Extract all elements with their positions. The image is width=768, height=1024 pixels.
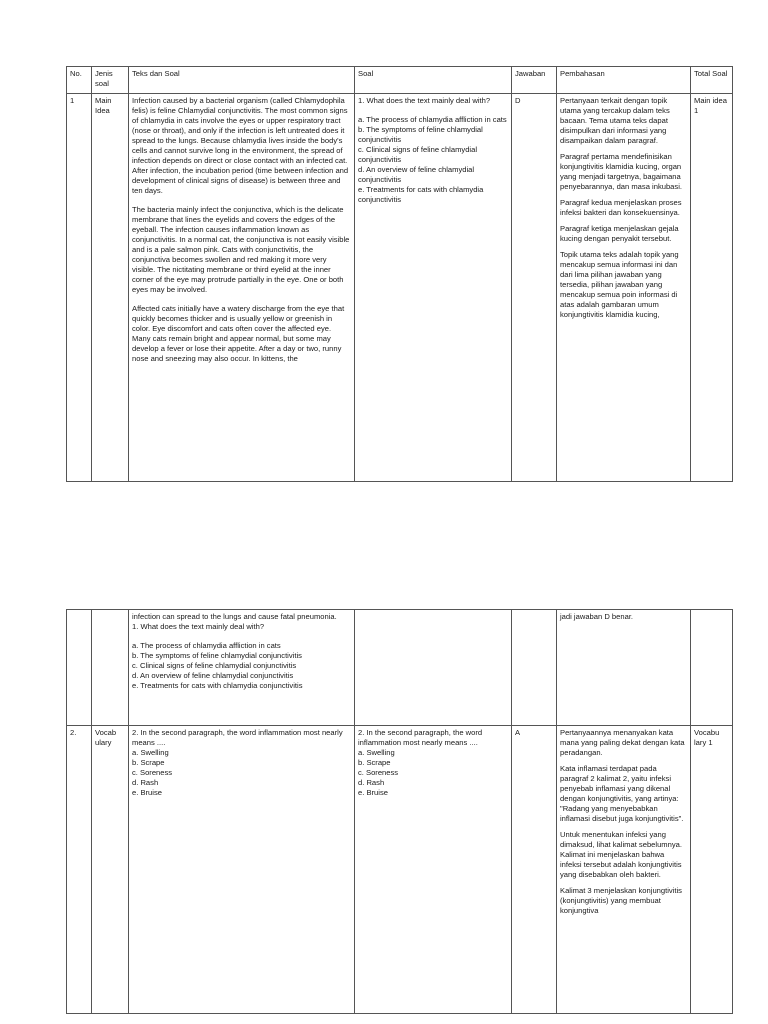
- question-table-page-1: [66, 66, 733, 482]
- row1-option-b: b. The symptoms of feline chlamydial conjunctivitis: [358, 125, 483, 145]
- row1-pembahasan: [557, 94, 691, 482]
- cont-pembahasan: jadi jawaban D benar.: [557, 610, 691, 726]
- pembahasan-paragraph: Topik utama teks adalah topik yang mencakup semua informasi ini dan dari lima pilihan jawaban yang tersedia, pilihan jawaban yang mencakup semua poin informasi di atas adalah gambaran umum konjungtivitis klamidia kucing,: [560, 250, 679, 320]
- row2-text-option-b: b. Scrape: [132, 758, 165, 768]
- row2-text-option-a: a. Swelling: [132, 748, 169, 758]
- row1-reading-text: [129, 94, 355, 482]
- row2-question-cell: [355, 726, 512, 1014]
- pembahasan-paragraph: Pertanyaannya menanyakan kata mana yang paling dekat dengan kata peradangan.: [560, 728, 685, 758]
- question-table-page-2: [66, 609, 733, 1014]
- row1-jawaban: D: [512, 94, 557, 482]
- row2-option-d: d. Rash: [358, 778, 385, 788]
- row2-text-option-e: e. Bruise: [132, 788, 162, 798]
- row1-option-a: a. The process of chlamydia affliction in cats: [358, 115, 507, 125]
- header-total-soal: Total Soal: [691, 67, 733, 94]
- reading-paragraph-2: The bacteria mainly infect the conjunctiva, which is the delicate membrane that lines the eyelids and covers the edges of the eyeball. The infection causes inflammation known as conjunctivitis. In a normal cat, the conjunctiva is not easily visible and is a pale salmon pink. Cats with conjunctivitis, the conjunctiva becomes swollen and red making it more very visible. The nictitating membrane or third eyelid at the inner corner of the eye may protrude partially in the eye. One or both eyes may be involved.: [132, 205, 350, 295]
- row1-option-c: c. Clinical signs of feline chlamydial conjunctivitis: [358, 145, 478, 165]
- cont-jenis: [92, 610, 129, 726]
- row1-no: 1: [67, 94, 92, 482]
- cont-soal: [355, 610, 512, 726]
- header-teks-dan-soal: Teks dan Soal: [129, 67, 355, 94]
- row2-jawaban: A: [512, 726, 557, 1014]
- row1-option-d: d. An overview of feline chlamydial conjunctivitis: [358, 165, 475, 185]
- cont-option-c: c. Clinical signs of feline chlamydial conjunctivitis: [132, 661, 297, 671]
- reading-paragraph-1: Infection caused by a bacterial organism (called Chlamydophila felis) is feline Chlamydial conjunctivitis. The most common signs of chlamydia in cats involve the eyes or upper respiratory tract (nose or throat), and only if the infection is left untreated does it spread to the lungs. Because chlamydia lives inside the body's cells and cannot survive long in the environment, the spread of infection depends on direct or close contact with an infected cat. After infection, the incubation period (time between infection and development of clinical signs of disease) is between three and ten days.: [132, 96, 349, 196]
- reading-continued: infection can spread to the lungs and cause fatal pneumonia.: [132, 612, 337, 621]
- row2-text-option-c: c. Soreness: [132, 768, 173, 778]
- row2-question: 2. In the second paragraph, the word inflammation most nearly means ....: [358, 728, 483, 748]
- table-row-continued: [67, 610, 733, 726]
- table-row: [67, 94, 733, 482]
- row1-question-cell: [355, 94, 512, 482]
- row2-option-b: b. Scrape: [358, 758, 391, 768]
- header-pembahasan: Pembahasan: [557, 67, 691, 94]
- pembahasan-paragraph: Paragraf ketiga menjelaskan gejala kucing dengan penyakit tersebut.: [560, 224, 679, 244]
- row1-jenis: Main Idea: [92, 94, 129, 482]
- row2-total: Vocabu lary 1: [691, 726, 733, 1014]
- cont-option-b: b. The symptoms of feline chlamydial conjunctivitis: [132, 651, 302, 661]
- row2-no: 2.: [67, 726, 92, 1014]
- table-row: [67, 726, 733, 1014]
- cont-question: 1. What does the text mainly deal with?: [132, 622, 265, 632]
- table-header-row: [67, 67, 733, 94]
- cont-option-e: e. Treatments for cats with chlamydia conjunctivitis: [132, 681, 303, 691]
- cont-total: [691, 610, 733, 726]
- row2-text-option-d: d. Rash: [132, 778, 159, 788]
- header-jawaban: Jawaban: [512, 67, 557, 94]
- header-soal: Soal: [355, 67, 512, 94]
- row2-text-question: 2. In the second paragraph, the word inflammation most nearly means ....: [132, 728, 343, 748]
- pembahasan-paragraph: Untuk menentukan infeksi yang dimaksud, lihat kalimat sebelumnya. Kalimat ini menjelaskan bahwa infeksi tersebut adalah konjungtivitis yang disebabkan oleh bakteri.: [560, 830, 682, 880]
- pembahasan-paragraph: Kalimat 3 menjelaskan konjungtivitis (konjungtivitis) yang membuat konjungtiva: [560, 886, 682, 916]
- pembahasan-paragraph: Pertanyaan terkait dengan topik utama yang tercakup dalam teks bacaan. Tema utama teks dapat disimpulkan dari informasi yang disampaikan dalam paragraf.: [560, 96, 670, 146]
- pembahasan-paragraph: Kata inflamasi terdapat pada paragraf 2 kalimat 2, yaitu infeksi penyebab inflamasi yang dikenal dengan konjungtivitis, yang artinya: "Radang yang menyebabkan inflamasi disebut juga konjungtivitis".: [560, 764, 684, 824]
- row2-option-e: e. Bruise: [358, 788, 388, 798]
- header-jenis-soal: Jenis soal: [92, 67, 129, 94]
- row2-text-cell: [129, 726, 355, 1014]
- reading-paragraph-3: Affected cats initially have a watery discharge from the eye that quickly becomes thicker and is usually yellow or greenish in color. Eye discomfort and cats often cover the affected eye. Many cats remain bright and appear normal, but some may develop a fever or lose their appetite. After a day or two, runny nose and sneezing may also occur. In kittens, the: [132, 304, 345, 364]
- row2-option-c: c. Soreness: [358, 768, 399, 778]
- pembahasan-paragraph: Paragraf kedua menjelaskan proses infeksi bakteri dan konsekuensinya.: [560, 198, 682, 218]
- row1-question: 1. What does the text mainly deal with?: [358, 96, 491, 105]
- cont-option-a: a. The process of chlamydia affliction in cats: [132, 641, 281, 651]
- row2-jenis: Vocab ulary: [92, 726, 129, 1014]
- row2-option-a: a. Swelling: [358, 748, 395, 758]
- cont-reading-text: [129, 610, 355, 726]
- row1-option-e: e. Treatments for cats with chlamydia conjunctivitis: [358, 185, 484, 205]
- cont-no: [67, 610, 92, 726]
- cont-option-d: d. An overview of feline chlamydial conjunctivitis: [132, 671, 294, 681]
- pembahasan-paragraph: Paragraf pertama mendefinisikan konjungtivitis klamidia kucing, organ yang menjadi targetnya, bagaimana penyebarannya, dan masa inkubasi.: [560, 152, 683, 192]
- cont-jawaban: [512, 610, 557, 726]
- row2-pembahasan: [557, 726, 691, 1014]
- row1-total: Main idea 1: [691, 94, 733, 482]
- header-no: No.: [67, 67, 92, 94]
